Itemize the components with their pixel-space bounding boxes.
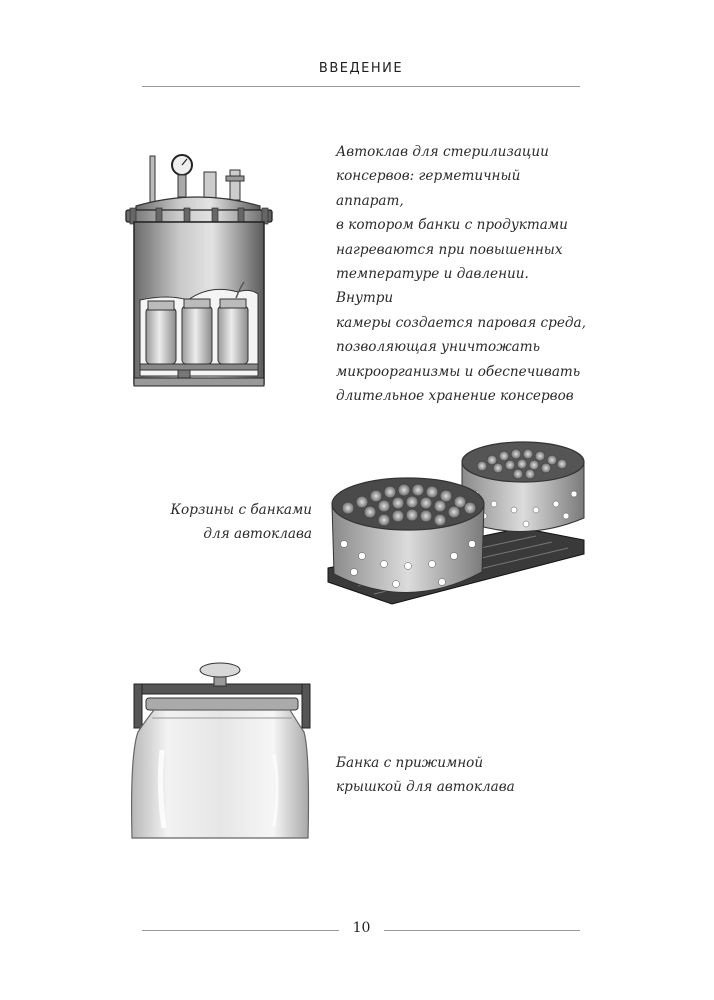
caption-line: в котором банки с продуктами <box>336 217 568 234</box>
caption-line: камеры создается паровая среда, <box>336 314 586 331</box>
page-number: 10 <box>352 920 371 936</box>
clamp-lid-jar-illustration <box>124 658 320 844</box>
autoclave-illustration <box>118 148 278 392</box>
caption-line: микроорганизмы и обеспечивать <box>336 363 581 380</box>
footer-rule-right <box>384 930 580 931</box>
header-divider <box>142 86 580 87</box>
baskets-caption <box>150 498 312 547</box>
caption-line: длительное хранение консервов <box>336 388 574 405</box>
caption-line: Корзины с банками <box>170 502 312 518</box>
caption-line: для автоклава <box>203 526 312 543</box>
clamp-lid-jar-caption <box>336 751 536 800</box>
caption-line: позволяющая уничтожать <box>336 339 541 356</box>
running-header: ВВЕДЕНИЕ <box>318 61 404 76</box>
caption-line: температуре и давлении. Внутри <box>336 266 529 307</box>
autoclave-caption <box>336 140 586 408</box>
caption-line: Автоклав для стерилизации <box>336 144 549 160</box>
caption-line: консервов: герметичный аппарат, <box>336 168 521 209</box>
caption-line: крышкой для автоклава <box>336 779 515 796</box>
footer-rule-left <box>142 930 339 931</box>
caption-line: нагреваются при повышенных <box>336 241 563 258</box>
autoclave-baskets-illustration <box>322 432 592 614</box>
caption-line: Банка с прижимной <box>336 755 484 771</box>
